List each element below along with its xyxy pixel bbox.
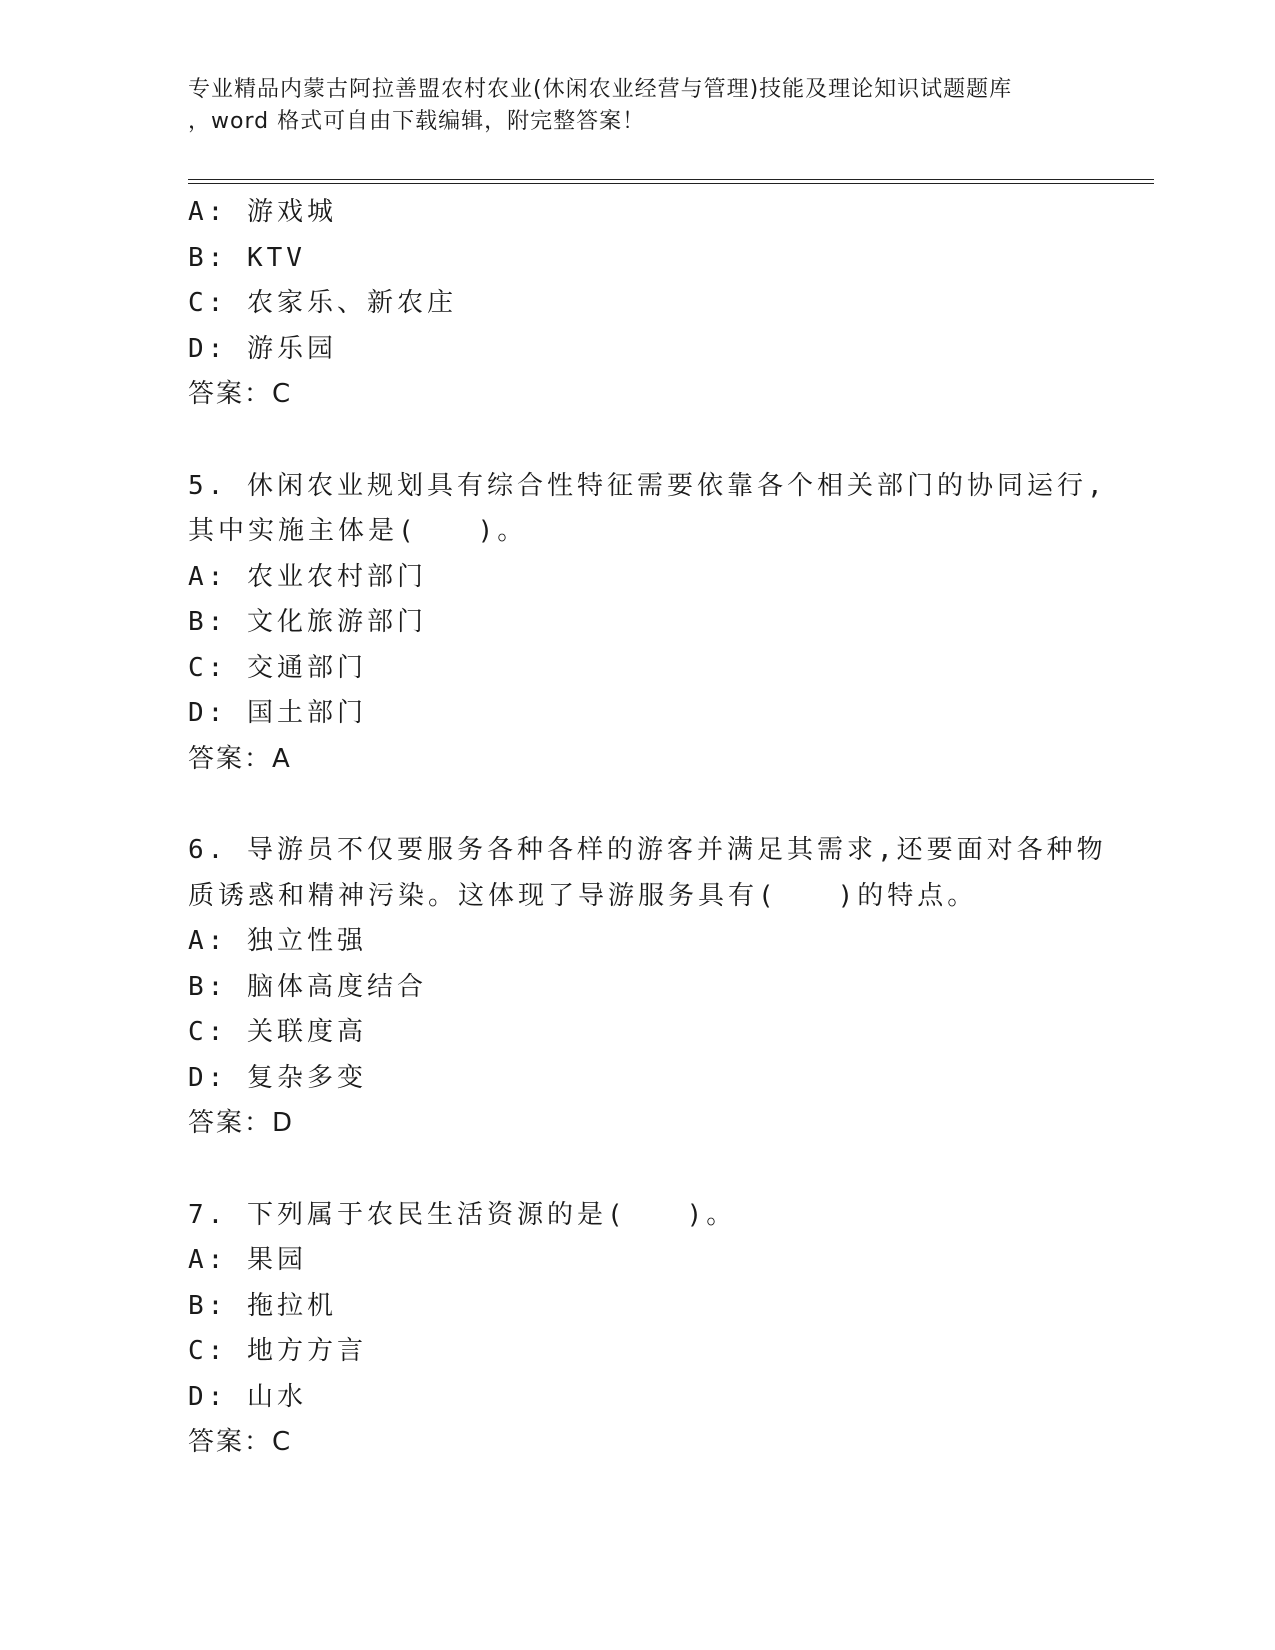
option-c: C: 地方方言: [188, 1336, 367, 1366]
question-stem: 7. 下列属于农民生活资源的是( )。: [188, 1199, 737, 1230]
option-b: B: KTV: [188, 242, 306, 273]
option-b: B: 文化旅游部门: [188, 607, 427, 637]
answer-line: 答案：C: [188, 1427, 293, 1457]
header-double-rule: [188, 179, 1154, 184]
document-header: [188, 74, 1108, 138]
header-title-line-1: 专业精品内蒙古阿拉善盟农村农业(休闲农业经营与管理)技能及理论知识试题题库: [188, 77, 1013, 102]
question-5: [188, 464, 1138, 783]
spacer: [188, 1147, 1138, 1193]
option-d: D: 国土部门: [188, 698, 367, 728]
option-c: C: 关联度高: [188, 1017, 367, 1047]
option-d: D: 游乐园: [188, 333, 337, 364]
question-7: [188, 1193, 1138, 1466]
option-a: A: 游戏城: [188, 197, 337, 227]
question-stem: 5. 休闲农业规划具有综合性特征需要依靠各个相关部门的协同运行,: [188, 470, 1107, 501]
question-list: [188, 190, 1138, 1466]
option-c: C: 农家乐、新农庄: [188, 288, 457, 318]
answer-line: 答案：A: [188, 743, 292, 774]
question-stem: 6. 导游员不仅要服务各种各样的游客并满足其需求,还要面对各种物: [188, 835, 1107, 865]
spacer: [188, 782, 1138, 828]
question-4: [188, 190, 1138, 418]
question-6: [188, 828, 1138, 1147]
question-stem-continued: 其中实施主体是( )。: [188, 516, 528, 546]
option-c: C: 交通部门: [188, 652, 367, 683]
option-b: B: 拖拉机: [188, 1290, 337, 1321]
spacer: [188, 418, 1138, 464]
option-d: D: 复杂多变: [188, 1062, 367, 1093]
option-a: A: 果园: [188, 1245, 307, 1275]
option-a: A: 农业农村部门: [188, 561, 427, 592]
option-b: B: 脑体高度结合: [188, 971, 427, 1002]
option-d: D: 山水: [188, 1381, 307, 1412]
answer-line: 答案：C: [188, 379, 293, 409]
header-title-line-2: ，word 格式可自由下载编辑，附完整答案！: [188, 109, 646, 134]
option-a: A: 独立性强: [188, 926, 367, 956]
question-stem-continued: 质诱惑和精神污染。这体现了导游服务具有( )的特点。: [188, 880, 978, 911]
answer-line: 答案：D: [188, 1108, 295, 1138]
